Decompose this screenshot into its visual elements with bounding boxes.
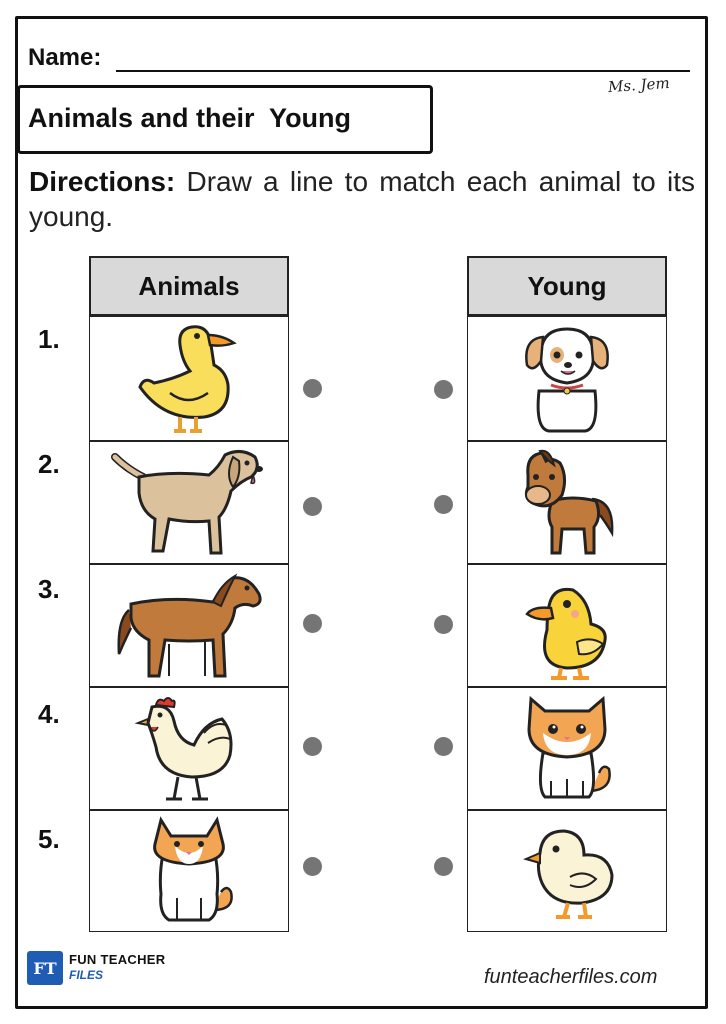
animals-column-header: Animals	[89, 256, 289, 316]
match-dot-left-1[interactable]	[303, 379, 322, 398]
match-dot-right-5[interactable]	[434, 857, 453, 876]
directions	[29, 164, 695, 234]
brand-name-line1: FUN TEACHER	[69, 952, 166, 967]
author-signature: Ms. Jem	[607, 73, 671, 97]
row-number-3: 3.	[38, 574, 60, 604]
animal-cell-dog	[89, 441, 289, 564]
match-dot-right-3[interactable]	[434, 615, 453, 634]
match-dot-left-4[interactable]	[303, 737, 322, 756]
name-label: Name:	[28, 44, 102, 71]
young-cell-chick	[467, 810, 667, 932]
match-dot-left-2[interactable]	[303, 497, 322, 516]
name-field[interactable]	[116, 70, 690, 72]
match-dot-right-2[interactable]	[434, 495, 453, 514]
cat-icon	[139, 814, 239, 929]
directions-label: Directions:	[29, 166, 176, 197]
row-number-2: 2.	[38, 449, 60, 479]
young-cell-foal	[467, 441, 667, 564]
animal-cell-hen	[89, 687, 289, 810]
match-dot-left-3[interactable]	[303, 614, 322, 633]
dog-icon	[109, 447, 269, 559]
horse-icon	[109, 570, 269, 682]
brand-logo-icon: FT	[27, 951, 63, 985]
row-number-1: 1.	[38, 324, 60, 354]
animal-cell-cat	[89, 810, 289, 932]
young-cell-duckling	[467, 564, 667, 687]
match-dot-right-4[interactable]	[434, 737, 453, 756]
young-column-header: Young	[467, 256, 667, 316]
match-dot-right-1[interactable]	[434, 380, 453, 399]
worksheet-title: Animals and their Young	[28, 103, 352, 133]
duckling-icon	[517, 570, 617, 682]
puppy-icon	[517, 321, 617, 436]
row-number-5: 5.	[38, 824, 60, 854]
chick-icon	[512, 819, 622, 924]
young-cell-kitten	[467, 687, 667, 810]
row-number-4: 4.	[38, 699, 60, 729]
young-cell-puppy	[467, 316, 667, 441]
animal-cell-duck	[89, 316, 289, 441]
match-dot-left-5[interactable]	[303, 857, 322, 876]
duck-icon	[134, 321, 244, 436]
brand-name-line2: FILES	[69, 968, 104, 982]
animal-cell-horse	[89, 564, 289, 687]
kitten-icon	[517, 693, 617, 805]
website-url[interactable]: funteacherfiles.com	[484, 966, 658, 988]
directions-text: Draw a line to match each animal to its young.	[29, 166, 695, 232]
hen-icon	[134, 693, 244, 805]
foal-icon	[512, 447, 622, 559]
